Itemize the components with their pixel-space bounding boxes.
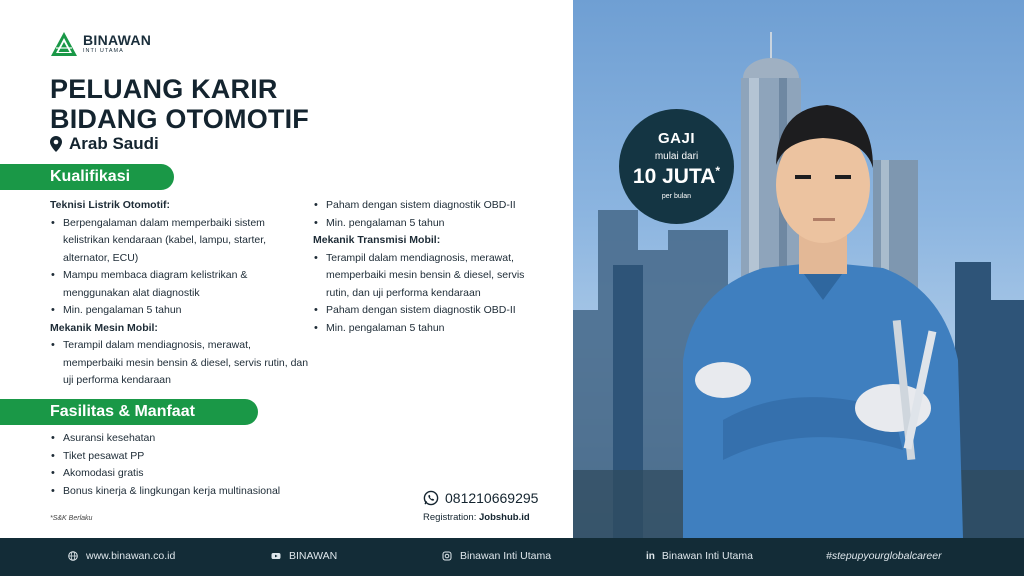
brand-name: BINAWAN	[83, 32, 152, 48]
salary-prefix: mulai dari	[654, 151, 699, 162]
qualifications-column-2	[313, 197, 548, 337]
footer-bar	[0, 538, 1024, 576]
footer-linkedin-text: Binawan Inti Utama	[661, 550, 753, 562]
list-item: • Berpengalaman dalam memperbaiki sistem kelistrikan kendaraan (kabel, lampu, starter, alternator, ECU)	[50, 215, 312, 268]
whatsapp-icon	[423, 490, 439, 506]
salary-asterisk: *	[715, 164, 721, 178]
location-pin-icon	[50, 136, 62, 152]
list-item: • Min. pengalaman 5 tahun	[50, 302, 312, 320]
registration-info	[423, 512, 530, 523]
group-title: Mekanik Mesin Mobil:	[50, 321, 158, 334]
list-item: • Terampil dalam mendiagnosis, merawat, memperbaiki mesin bensin & diesel, servis rutin, dan uji performa kendaraan	[50, 337, 312, 390]
page-title	[50, 74, 309, 134]
footer-instagram[interactable]	[442, 550, 551, 562]
section-fasilitas-header: Fasilitas & Manfaat	[0, 399, 258, 425]
list-item: • Mampu membaca diagram kelistrikan & menggunakan alat diagnostik	[50, 267, 312, 302]
salary-title: GAJI	[657, 130, 695, 147]
terms-note: *S&K Berlaku	[50, 515, 93, 522]
list-item: • Akomodasi gratis	[50, 465, 350, 483]
registration-label: Registration:	[423, 512, 477, 523]
hero-photo	[573, 0, 1024, 538]
salary-amount	[619, 164, 734, 189]
footer-instagram-text: Binawan Inti Utama	[460, 550, 552, 562]
location-text: Arab Saudi	[69, 134, 159, 153]
section-kualifikasi-header: Kualifikasi	[0, 164, 174, 190]
list-item: • Paham dengan sistem diagnostik OBD-II	[313, 197, 548, 215]
list-item: • Bonus kinerja & lingkungan kerja multinasional	[50, 483, 350, 501]
footer-linkedin[interactable]	[646, 550, 753, 562]
footer-website-text: www.binawan.co.id	[86, 550, 176, 562]
city-mechanic-illustration	[573, 0, 1024, 538]
title-line-1: PELUANG KARIR	[50, 74, 278, 104]
phone-number: 081210669295	[445, 490, 539, 506]
group-title: Mekanik Transmisi Mobil:	[313, 234, 441, 246]
brand-sub: INTI UTAMA	[83, 48, 124, 54]
phone-contact[interactable]	[423, 490, 538, 506]
salary-period: per bulan	[661, 193, 692, 200]
linkedin-icon: in	[646, 550, 655, 562]
qualifications-column-1	[50, 197, 312, 390]
footer-hashtag: #stepupyourglobalcareer	[826, 550, 942, 562]
list-item: • Paham dengan sistem diagnostik OBD-II	[313, 302, 548, 320]
list-item: • Min. pengalaman 5 tahun	[313, 320, 548, 338]
registration-link[interactable]: Jobshub.id	[478, 512, 530, 523]
brand-logo	[50, 31, 151, 57]
footer-website[interactable]	[68, 550, 175, 562]
title-line-2: BIDANG OTOMOTIF	[50, 104, 309, 134]
youtube-icon	[271, 551, 281, 561]
list-item: • Tiket pesawat PP	[50, 448, 350, 466]
globe-icon	[68, 551, 78, 561]
location	[50, 134, 159, 154]
list-item: • Asuransi kesehatan	[50, 430, 350, 448]
list-item: • Terampil dalam mendiagnosis, merawat, memperbaiki mesin bensin & diesel, servis rutin, dan uji performa kendaraan	[313, 250, 548, 303]
benefits-list	[50, 430, 350, 500]
salary-amount-text: 10 JUTA	[632, 165, 716, 188]
group-title: Teknisi Listrik Otomotif:	[50, 199, 170, 211]
logo-icon	[50, 31, 78, 57]
footer-youtube-text: BINAWAN	[289, 550, 338, 562]
footer-youtube[interactable]	[271, 550, 337, 562]
list-item: • Min. pengalaman 5 tahun	[313, 215, 548, 233]
instagram-icon	[442, 551, 452, 561]
salary-badge	[619, 109, 734, 224]
